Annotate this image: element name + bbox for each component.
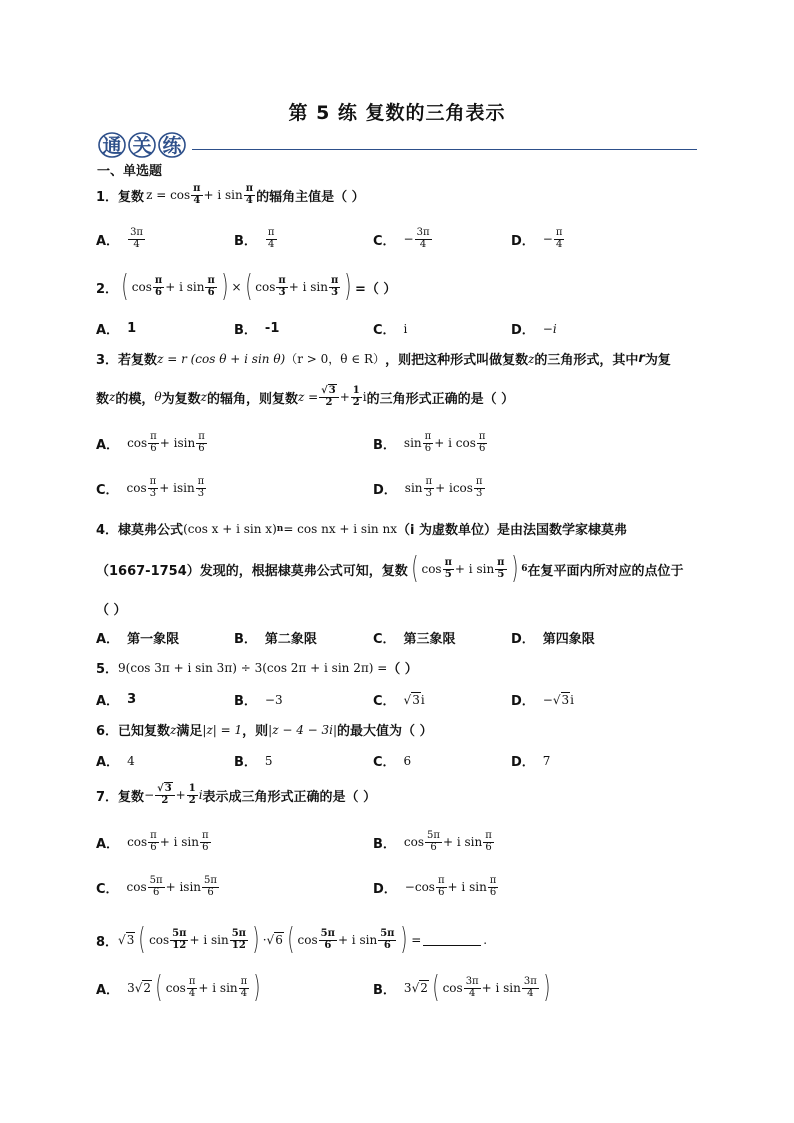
q2-option-b[interactable]: B． -1 bbox=[234, 321, 280, 338]
q6-option-b[interactable]: B． 5 bbox=[234, 753, 273, 770]
q6-option-d[interactable]: D． 7 bbox=[511, 753, 551, 770]
q4-option-c[interactable]: C． 第三象限 bbox=[373, 632, 456, 647]
question-3-line-1: 3． 若复数 z = r (cos θ + i sin θ) （r > 0，θ ∈ R） ，则把这种形式叫做复数 z 的三角形式，其中 r 为复 bbox=[96, 351, 671, 368]
q2-number: 2． bbox=[96, 281, 119, 297]
question-2: 2． ( cos $\frac{\pi}{6}$ + i sin $\frac{\pi}{6}$ ) × ( cos $\frac{\pi}{3}$ + i sin $\frac{\pi}{3}$ ) =（ ） bbox=[96, 269, 397, 304]
q7-option-d[interactable]: D． − cos $\frac{\pi}{6}$ + i sin $\frac{\pi}{6}$ bbox=[373, 875, 497, 898]
q6-option-a[interactable]: A． 4 bbox=[96, 753, 135, 770]
q1-post: 的辐角主值是（ ） bbox=[256, 189, 365, 205]
q1-plus: + i sin bbox=[203, 188, 243, 202]
question-6: 6． 已知复数 z 满足 |z| = 1 ，则 |z − 4 − 3i| 的最大值为（ ） bbox=[96, 722, 433, 739]
q8-option-a[interactable]: A． 3 √2 ( cos $\frac{\pi}{4}$ + i sin $\frac{\pi}{4}$ ) bbox=[96, 970, 261, 1005]
q7-option-c[interactable]: C． cos $\frac{5\pi}{6}$ + isin $\frac{5\pi}{6}$ bbox=[96, 875, 217, 898]
question-4-line-3: （ ） bbox=[96, 603, 127, 618]
q1-z: z = cos bbox=[146, 188, 191, 202]
question-4-line-2: （1667-1754）发现的，根据棣莫弗公式可知，复数 ( cos $\frac{\pi}{5}$ + i sin $\frac{\pi}{5}$ ) 6 在复平面内所对应的点位于 bbox=[96, 551, 684, 586]
q1-option-b[interactable]: B． $\frac{\pi}{4}$ bbox=[234, 227, 275, 250]
q4-option-b[interactable]: B． 第二象限 bbox=[234, 632, 317, 647]
q5-option-d[interactable]: D． − √3 i bbox=[511, 692, 574, 709]
question-8: 8． √3 ( cos $\frac{5\pi}{12}$ + i sin $\frac{5\pi}{12}$ ) · √6 ( cos $\frac{5\pi}{6}$ + i sin $\frac{5\pi}{6}$ ) = . bbox=[96, 922, 488, 957]
q7-option-a[interactable]: A． cos $\frac{\pi}{6}$ + i sin $\frac{\pi}{6}$ bbox=[96, 830, 209, 853]
q2-option-c[interactable]: C． i bbox=[373, 321, 408, 338]
header-rule bbox=[192, 149, 697, 150]
badge-char-3: 练 bbox=[162, 135, 182, 157]
q2-option-d[interactable]: D． −i bbox=[511, 321, 557, 338]
q7-option-b[interactable]: B． cos $\frac{5\pi}{6}$ + i sin $\frac{\pi}{6}$ bbox=[373, 830, 492, 853]
q1-number: 1． bbox=[96, 189, 119, 205]
question-7: 7． 复数 − $\frac{√3}{2}$ + $\frac{1}{2}$ i 表示成三角形式正确的是（ ） bbox=[96, 783, 377, 806]
q3-option-b[interactable]: B． sin $\frac{\pi}{6}$ + i cos $\frac{\pi}{6}$ bbox=[373, 431, 486, 454]
q2-post: =（ ） bbox=[355, 281, 397, 297]
page-title: 第 5 练 复数的三角表示 bbox=[288, 102, 506, 124]
question-4-line-1: 4． 棣莫弗公式 (cos x + i sin x) n = cos nx + i sin nx （i 为虚数单位）是由法国数学家棣莫弗 bbox=[96, 521, 627, 538]
q1-option-c[interactable]: C． − $\frac{3\pi}{4}$ bbox=[373, 227, 430, 250]
q1-option-a[interactable]: A． $\frac{3\pi}{4}$ bbox=[96, 227, 143, 250]
q6-option-c[interactable]: C． 6 bbox=[373, 753, 412, 770]
section-heading: 一、单选题 bbox=[97, 164, 163, 179]
q8-answer-blank[interactable] bbox=[423, 935, 481, 946]
q4-option-a[interactable]: A． 第一象限 bbox=[96, 632, 180, 647]
q3-option-a[interactable]: A． cos $\frac{\pi}{6}$ + isin $\frac{\pi}{6}$ bbox=[96, 431, 205, 454]
badge-char-2: 关 bbox=[132, 135, 152, 157]
badge-char-1: 通 bbox=[102, 135, 122, 157]
q1-pre: 复数 bbox=[118, 189, 145, 205]
question-3-line-2: 数 z 的模， θ 为复数 z 的辐角，则复数 z = $\frac{√3}{2}$ + $\frac{1}{2}$ i 的三角形式正确的是（ ） bbox=[96, 385, 515, 408]
q3-option-d[interactable]: D． sin $\frac{\pi}{3}$ + icos $\frac{\pi}{3}$ bbox=[373, 476, 483, 499]
section-badge bbox=[96, 128, 196, 160]
q2-option-a[interactable]: A． 1 bbox=[96, 321, 137, 338]
q3-option-c[interactable]: C． cos $\frac{\pi}{3}$ + isin $\frac{\pi}{3}$ bbox=[96, 476, 205, 499]
q5-option-c[interactable]: C． √3 i bbox=[373, 692, 425, 709]
question-5: 5． 9(cos 3π + i sin 3π) ÷ 3(cos 2π + i sin 2π) = （ ） bbox=[96, 660, 418, 677]
q8-option-b[interactable]: B． 3 √2 ( cos $\frac{3\pi}{4}$ + i sin $\frac{3\pi}{4}$ ) bbox=[373, 970, 551, 1005]
q5-option-a[interactable]: A． 3 bbox=[96, 692, 137, 709]
q5-option-b[interactable]: B． −3 bbox=[234, 692, 283, 709]
question-1 bbox=[96, 184, 365, 206]
q1-frac-1: $\frac{\pi}{4}$ bbox=[193, 183, 201, 206]
q4-option-d[interactable]: D． 第四象限 bbox=[511, 632, 595, 647]
q1-option-d[interactable]: D． − $\frac{\pi}{4}$ bbox=[511, 227, 563, 250]
q1-frac-2: $\frac{\pi}{4}$ bbox=[245, 183, 254, 206]
